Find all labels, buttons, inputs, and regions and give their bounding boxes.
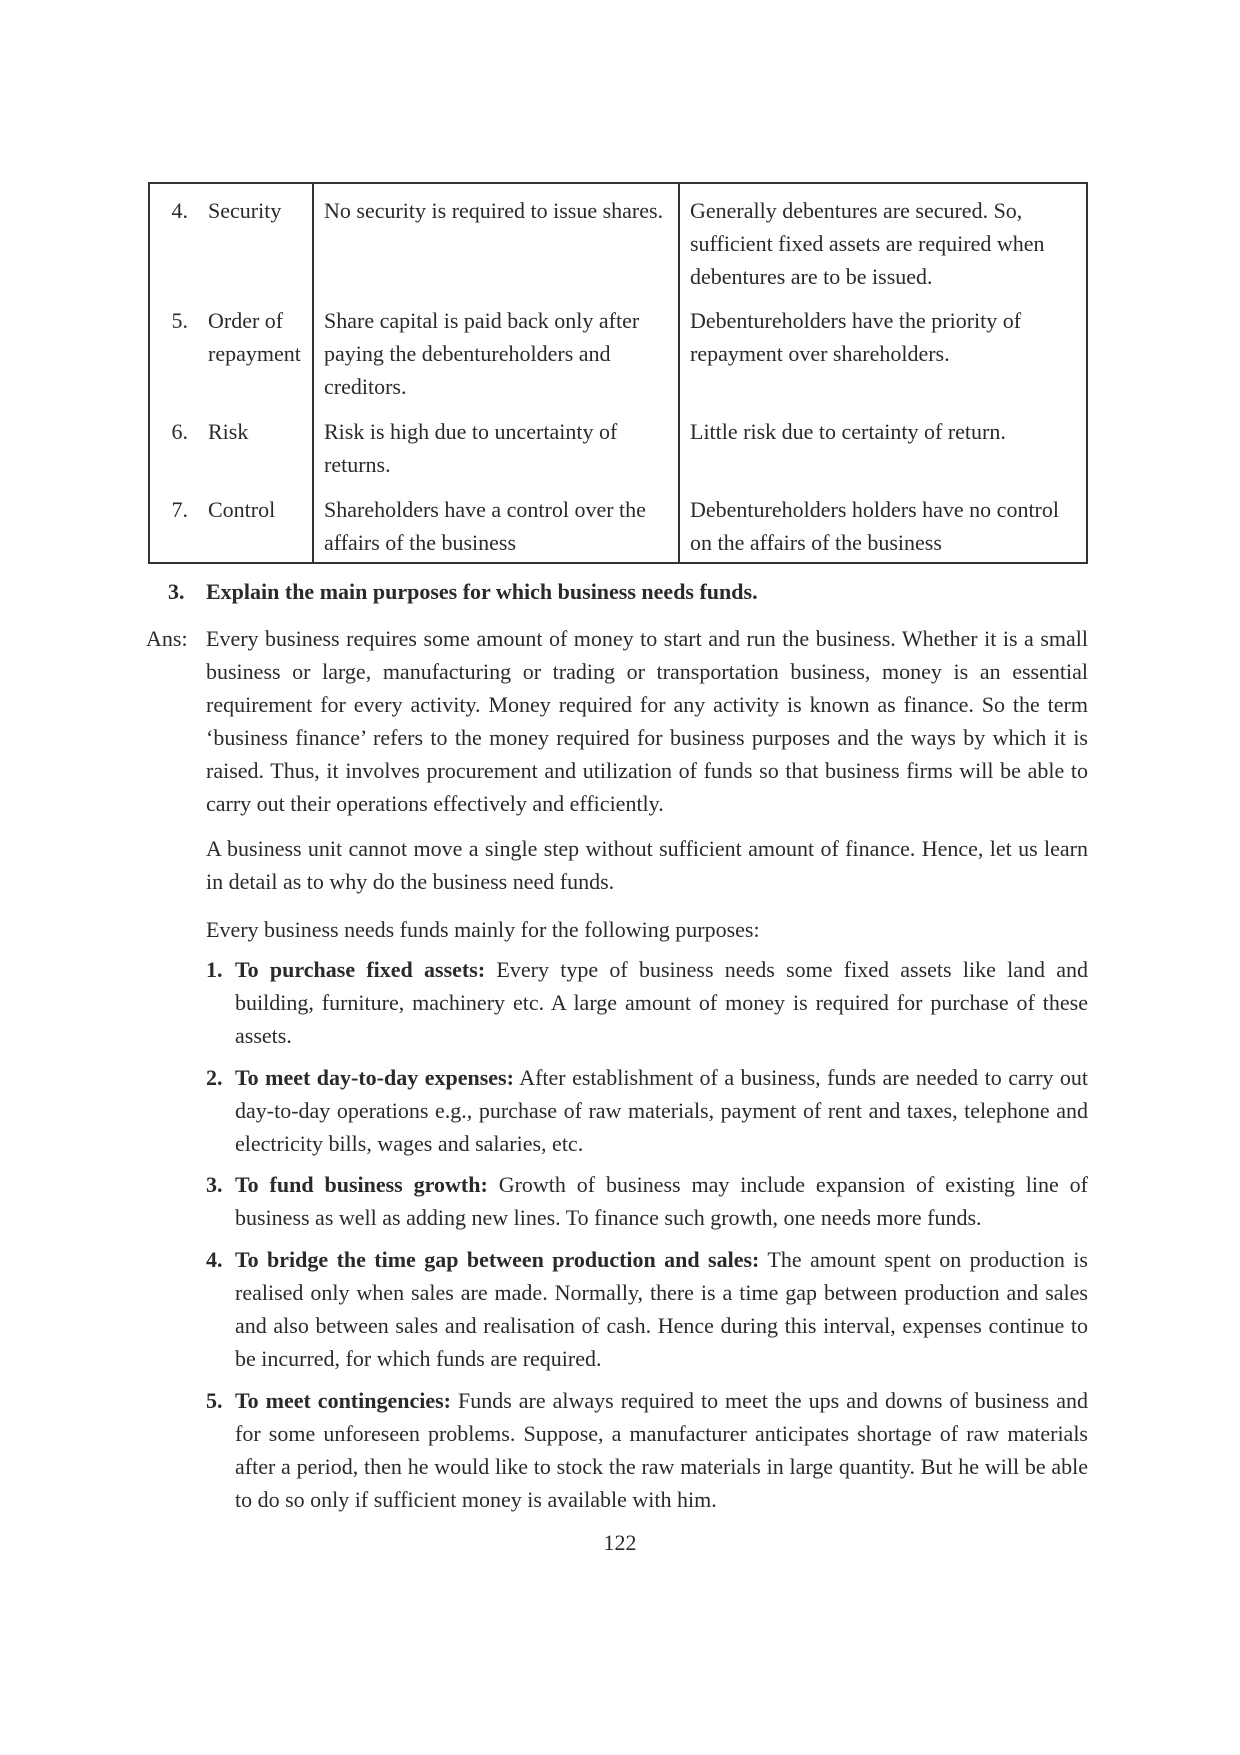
purpose-text: Growth of business may include expansion of existing line of business as well as adding new lines. To finance such growth, one needs more funds. (235, 1172, 1089, 1230)
purpose-number: 1. (206, 957, 223, 982)
purpose-title: To meet contingencies: (235, 1388, 452, 1413)
purpose-title: To fund business growth: (235, 1172, 488, 1197)
comparison-table (148, 182, 1088, 564)
question-number: 3. (168, 579, 185, 604)
row-aspect: Risk (208, 419, 249, 444)
table-column-divider (312, 184, 314, 562)
purpose-number: 2. (206, 1065, 223, 1090)
page-number: 122 (603, 1530, 637, 1555)
purpose-number: 4. (206, 1247, 223, 1272)
row-number: 6. (171, 419, 188, 444)
answer-paragraph: Every business requires some amount of money to start and run the business. Whether it is a small business or large, manufacturing or trading or transportation business, money is an essential requirement for every activity. Money required for any activity is known as finance. So the term ‘business finance’ refers to the money required for business purposes and the ways by which it is raised. Thus, it involves procurement and utilization of funds so that business firms will be able to carry out their operations effectively and efficiently. (206, 626, 1088, 816)
purpose-title: To purchase fixed assets: (235, 957, 486, 982)
answer-paragraph: Every business needs funds mainly for the following purposes: (206, 917, 760, 942)
purpose-number: 5. (206, 1388, 223, 1413)
purpose-item (206, 1061, 1088, 1160)
row-aspect: Order of repayment (208, 308, 301, 366)
question-text: Explain the main purposes for which business needs funds. (206, 579, 758, 604)
purpose-number: 3. (206, 1172, 223, 1197)
row-debentures-text: Little risk due to certainty of return. (690, 419, 1006, 444)
row-aspect: Security (208, 198, 282, 223)
purpose-item (206, 953, 1088, 1052)
row-number: 4. (171, 198, 188, 223)
purpose-text: Funds are always required to meet the ups and downs of business and for some unforeseen problems. Suppose, a manufacturer anticipates shortage of raw materials after a period, then he would like to stock the raw materials in large quantity. But he will be able to do so only if sufficient money is available with him. (235, 1388, 1088, 1512)
answer-paragraph: A business unit cannot move a single step without sufficient amount of finance. Hence, let us learn in detail as to why do the business need funds. (206, 836, 1088, 894)
row-shares-text: Risk is high due to uncertainty of returns. (324, 419, 618, 477)
purpose-title: To bridge the time gap between production and sales: (235, 1247, 760, 1272)
row-number: 7. (171, 497, 188, 522)
purpose-text: Every type of business needs some fixed assets like land and building, furniture, machinery etc. A large amount of money is required for purchase of these assets. (235, 957, 1089, 1048)
purpose-item (206, 1168, 1088, 1234)
table-column-divider (678, 184, 680, 562)
row-shares-text: No security is required to issue shares. (324, 198, 664, 223)
row-shares-text: Share capital is paid back only after paying the debentureholders and creditors. (324, 308, 640, 399)
row-aspect: Control (208, 497, 276, 522)
purpose-item (206, 1384, 1088, 1516)
purpose-title: To meet day-to-day expenses: (235, 1065, 514, 1090)
answer-label: Ans: (146, 626, 188, 651)
purpose-text: After establishment of a business, funds are needed to carry out day-to-day operations e.g., purchase of raw materials, payment of rent and taxes, telephone and electricity bills, wages and salaries, etc. (235, 1065, 1088, 1156)
row-debentures-text: Debentureholders holders have no control on the affairs of the business (690, 497, 1059, 555)
row-debentures-text: Debentureholders have the priority of repayment over shareholders. (690, 308, 1022, 366)
purpose-text: The amount spent on production is realised only when sales are made. Normally, there is a time gap between production and sales and also between sales and realisation of cash. Hence during this interval, expenses continue to be incurred, for which funds are required. (235, 1247, 1088, 1371)
purpose-item (206, 1243, 1088, 1375)
row-debentures-text: Generally debentures are secured. So, sufficient fixed assets are required when debentures are to be issued. (690, 198, 1045, 289)
row-number: 5. (171, 308, 188, 333)
row-shares-text: Shareholders have a control over the affairs of the business (324, 497, 646, 555)
question-heading (148, 575, 1088, 608)
